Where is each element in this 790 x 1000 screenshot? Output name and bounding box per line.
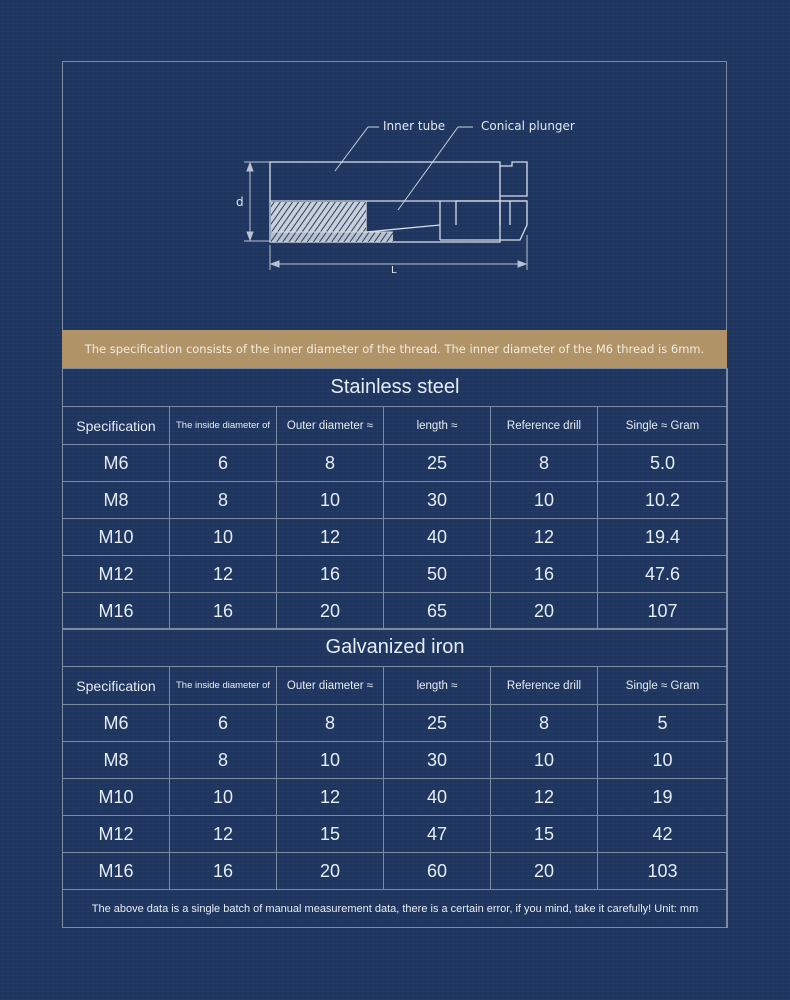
table-row [63, 593, 728, 630]
table-cell: 20 [491, 593, 598, 630]
galvanized-iron-table [62, 628, 728, 928]
anchor-diagram [0, 0, 790, 330]
header-cell: Specification [63, 407, 170, 445]
table-cell: 16 [277, 556, 384, 593]
table-cell: 5 [598, 705, 728, 742]
table-cell: 8 [170, 482, 277, 519]
table-row [63, 816, 728, 853]
table-cell: 15 [491, 816, 598, 853]
table-cell: 5.0 [598, 445, 728, 482]
table-cell: 6 [170, 705, 277, 742]
header-cell: length ≈ [384, 407, 491, 445]
table-cell: 12 [491, 519, 598, 556]
table-row [63, 779, 728, 816]
header-cell: Single ≈ Gram [598, 407, 728, 445]
header-cell: Single ≈ Gram [598, 667, 728, 705]
table-cell: 42 [598, 816, 728, 853]
inner-tube-label: Inner tube [383, 119, 446, 133]
table-cell: 8 [491, 705, 598, 742]
table-cell: M16 [63, 593, 170, 630]
table-cell: 16 [170, 593, 277, 630]
header-cell: The inside diameter of [170, 667, 277, 705]
table-cell: 6 [170, 445, 277, 482]
table-row [63, 445, 728, 482]
table-row [63, 519, 728, 556]
header-cell: Outer diameter ≈ [277, 667, 384, 705]
table-cell: M8 [63, 742, 170, 779]
table-cell: M12 [63, 816, 170, 853]
table-cell: 10 [491, 742, 598, 779]
table-cell: 103 [598, 853, 728, 890]
table-cell: 20 [491, 853, 598, 890]
table-cell: 16 [491, 556, 598, 593]
table-cell: 20 [277, 853, 384, 890]
header-row [63, 667, 728, 705]
table-cell: 12 [491, 779, 598, 816]
table-title: Stainless steel [63, 369, 728, 407]
table-cell: 10 [170, 779, 277, 816]
table-cell: 30 [384, 482, 491, 519]
table-cell: 10.2 [598, 482, 728, 519]
table-row [63, 742, 728, 779]
header-row [63, 407, 728, 445]
measurement-note: The above data is a single batch of manual measurement data, there is a certain error, if you mind, take it carefully! Unit: mm [63, 890, 728, 928]
table-cell: M12 [63, 556, 170, 593]
table-cell: M10 [63, 519, 170, 556]
table-cell: 20 [277, 593, 384, 630]
table-cell: 10 [277, 482, 384, 519]
table-cell: 30 [384, 742, 491, 779]
table-cell: 15 [277, 816, 384, 853]
table-cell: 12 [277, 779, 384, 816]
dimension-d-label: d [236, 195, 244, 209]
table-cell: M6 [63, 445, 170, 482]
table-cell: 65 [384, 593, 491, 630]
table-cell: 25 [384, 445, 491, 482]
table-cell: 12 [277, 519, 384, 556]
table-cell: 8 [277, 445, 384, 482]
table-cell: 19 [598, 779, 728, 816]
anchor-drawing [0, 0, 790, 330]
table-cell: 10 [277, 742, 384, 779]
table-cell: 47 [384, 816, 491, 853]
table-cell: 12 [170, 816, 277, 853]
table-row [63, 705, 728, 742]
table-cell: 50 [384, 556, 491, 593]
table-cell: 8 [491, 445, 598, 482]
table-cell: 60 [384, 853, 491, 890]
table-cell: 25 [384, 705, 491, 742]
table-cell: M16 [63, 853, 170, 890]
table-cell: 12 [170, 556, 277, 593]
table-cell: 10 [491, 482, 598, 519]
spec-note-banner: The specification consists of the inner diameter of the thread. The inner diameter of the M6 thread is 6mm. [62, 330, 727, 368]
header-cell: Reference drill [491, 667, 598, 705]
header-cell: length ≈ [384, 667, 491, 705]
header-cell: Reference drill [491, 407, 598, 445]
table-title: Galvanized iron [63, 629, 728, 667]
table-cell: 8 [277, 705, 384, 742]
table-cell: M10 [63, 779, 170, 816]
header-cell: The inside diameter of [170, 407, 277, 445]
table-cell: 10 [598, 742, 728, 779]
table-cell: 40 [384, 779, 491, 816]
dimension-L-label: L [391, 265, 397, 276]
table-cell: 16 [170, 853, 277, 890]
table-cell: M8 [63, 482, 170, 519]
table-row [63, 482, 728, 519]
conical-plunger-label: Conical plunger [481, 119, 575, 133]
table-row [63, 853, 728, 890]
header-cell: Specification [63, 667, 170, 705]
table-row [63, 556, 728, 593]
table-cell: M6 [63, 705, 170, 742]
table-cell: 19.4 [598, 519, 728, 556]
table-cell: 107 [598, 593, 728, 630]
table-cell: 10 [170, 519, 277, 556]
table-cell: 8 [170, 742, 277, 779]
header-cell: Outer diameter ≈ [277, 407, 384, 445]
table-cell: 40 [384, 519, 491, 556]
stainless-steel-table [62, 368, 728, 630]
table-cell: 47.6 [598, 556, 728, 593]
